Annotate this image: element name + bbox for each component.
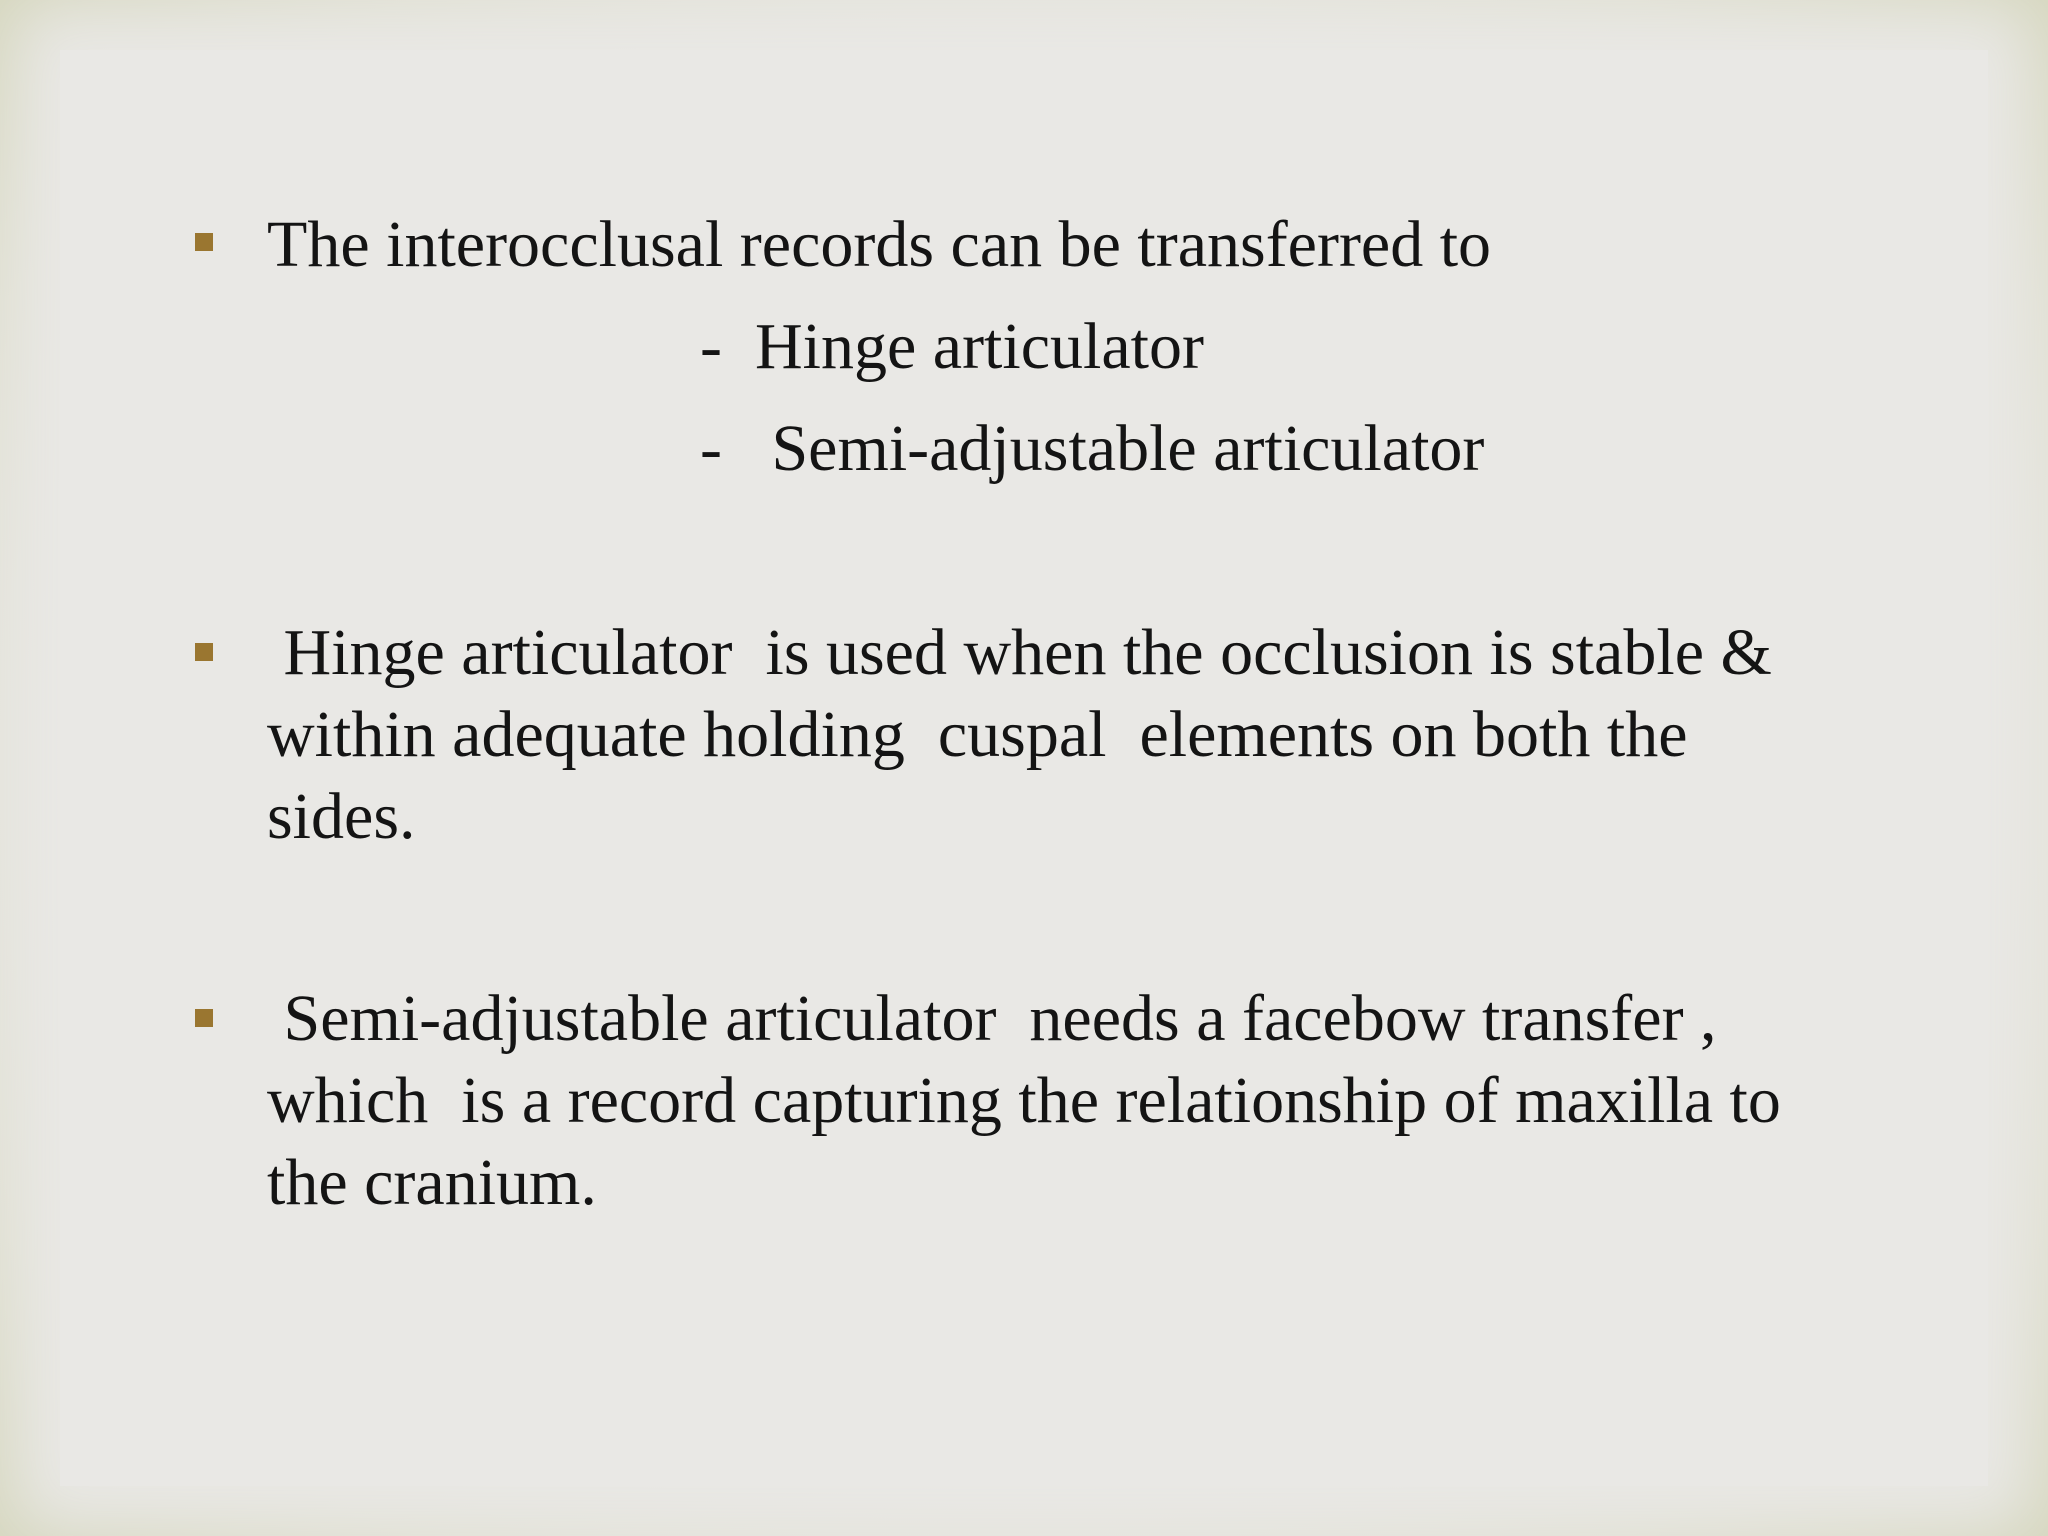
square-bullet-icon	[195, 233, 213, 251]
square-bullet-icon	[195, 643, 213, 661]
square-bullet-icon	[195, 1009, 213, 1027]
bullet-3-line-1: Semi-adjustable articulator needs a facebow transfer ,	[267, 982, 1717, 1055]
bullet-2-line-3: sides.	[267, 780, 416, 853]
bullet-3-line-2: which is a record capturing the relationship of maxilla to	[267, 1064, 1781, 1137]
bullet-2-line-1: Hinge articulator is used when the occlusion is stable &	[267, 616, 1772, 689]
bullet-3-line-3: the cranium.	[267, 1146, 597, 1219]
sub-item-semi-adjustable-articulator: - Semi-adjustable articulator	[700, 412, 1485, 485]
bullet-1-line-1: The interocclusal records can be transferred to	[267, 208, 1492, 281]
sub-item-hinge-articulator: - Hinge articulator	[700, 310, 1204, 383]
bullet-2-line-2: within adequate holding cuspal elements on both the	[267, 698, 1688, 771]
